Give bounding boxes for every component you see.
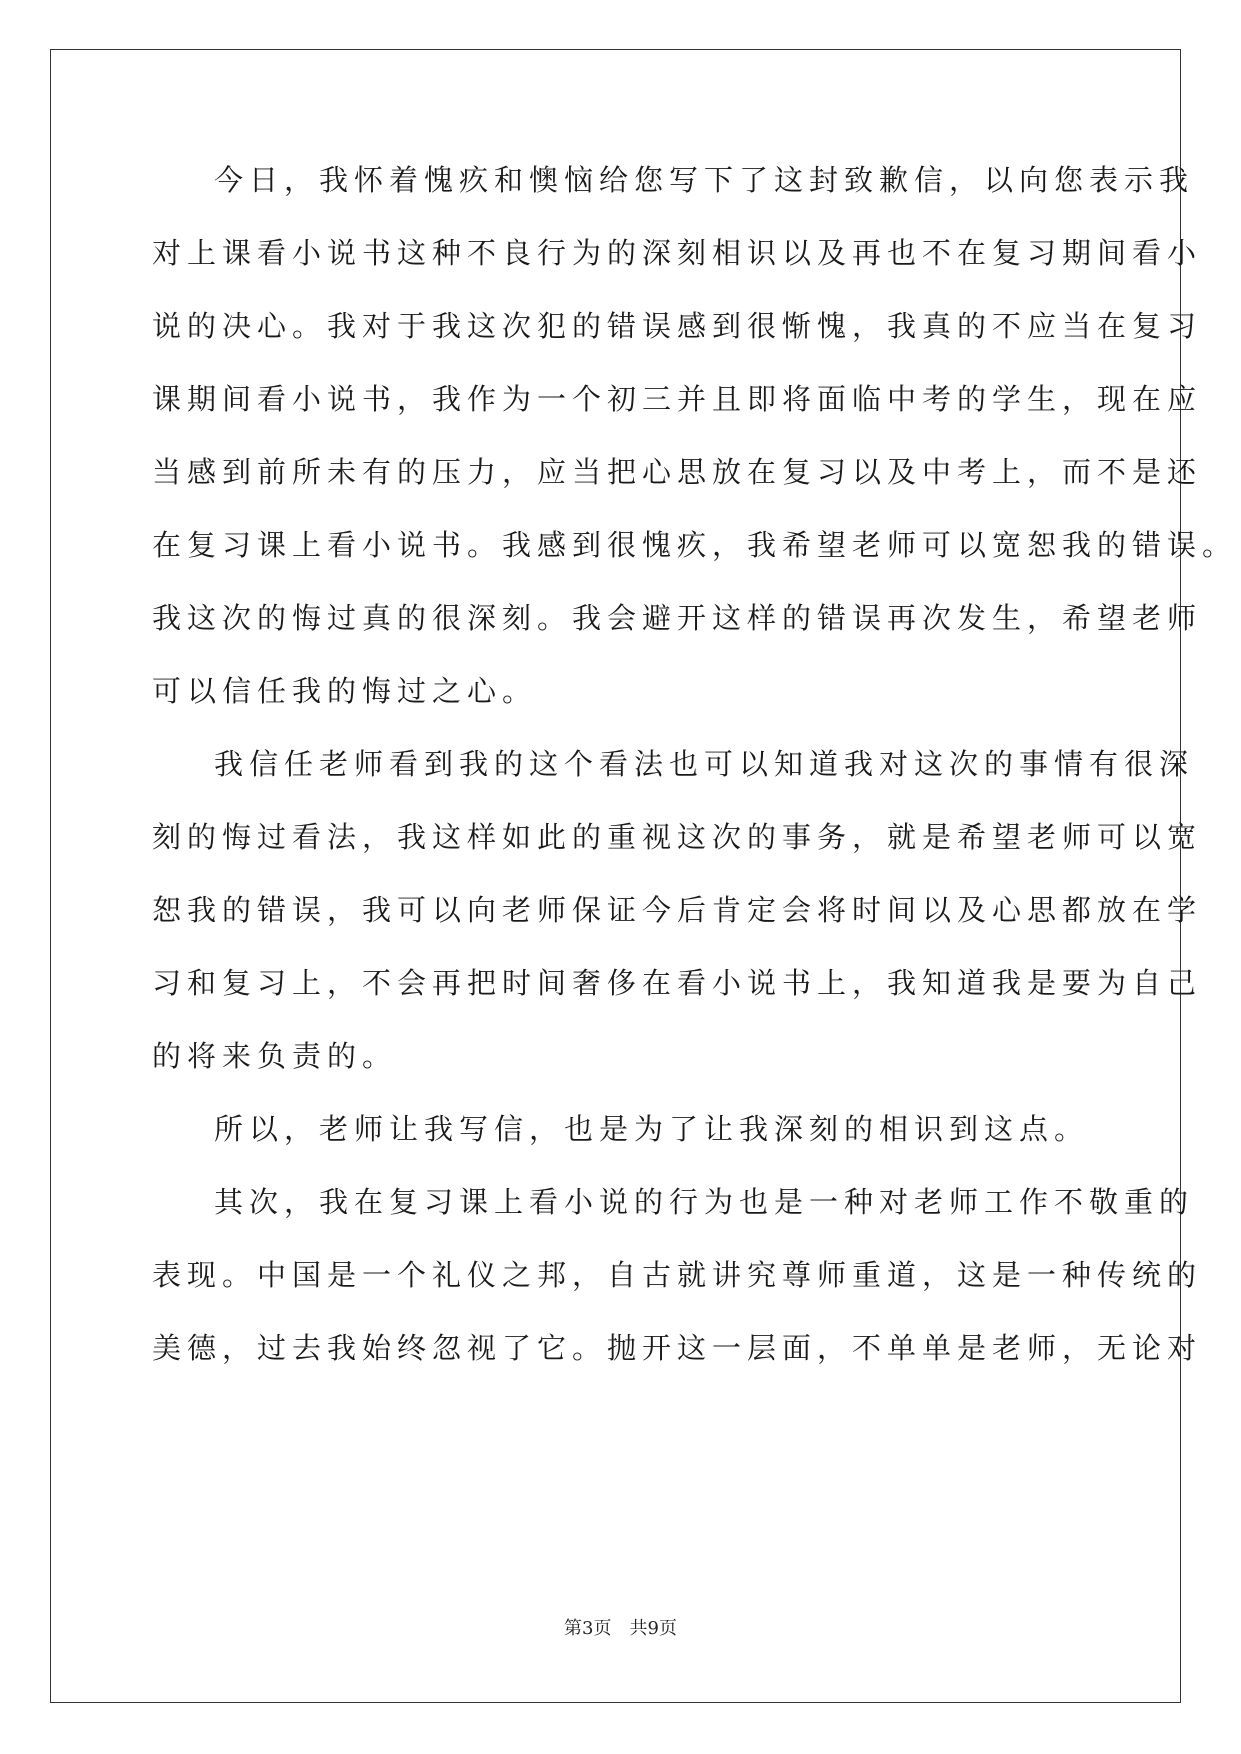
paragraph-2-line-3: 恕我的错误，我可以向老师保证今后肯定会将时间以及心思都放在学 bbox=[152, 893, 1203, 927]
paragraph-1-line-4: 课期间看小说书，我作为一个初三并且即将面临中考的学生，现在应 bbox=[152, 382, 1203, 416]
paragraph-4-line-1: 其次，我在复习课上看小说的行为也是一种对老师工作不敬重的 bbox=[214, 1185, 1195, 1219]
page-footer bbox=[0, 1617, 1241, 1641]
paragraph-1-line-5: 当感到前所未有的压力，应当把心思放在复习以及中考上，而不是还 bbox=[152, 455, 1203, 489]
paragraph-2-line-1: 我信任老师看到我的这个看法也可以知道我对这次的事情有很深 bbox=[214, 747, 1195, 781]
paragraph-1-line-8: 可以信任我的悔过之心。 bbox=[152, 674, 538, 708]
paragraph-2-line-5: 的将来负责的。 bbox=[152, 1039, 398, 1073]
paragraph-2-line-2: 刻的悔过看法，我这样如此的重视这次的事务，就是希望老师可以宽 bbox=[152, 820, 1203, 854]
paragraph-1-line-7: 我这次的悔过真的很深刻。我会避开这样的错误再次发生，希望老师 bbox=[152, 601, 1203, 635]
page-number: 第3页 bbox=[564, 1618, 612, 1639]
paragraph-1-line-6: 在复习课上看小说书。我感到很愧疚，我希望老师可以宽恕我的错误。 bbox=[152, 528, 1238, 562]
page-total: 共9页 bbox=[629, 1618, 677, 1639]
paragraph-1-line-3: 说的决心。我对于我这次犯的错误感到很惭愧，我真的不应当在复习 bbox=[152, 309, 1203, 343]
paragraph-1-line-2: 对上课看小说书这种不良行为的深刻相识以及再也不在复习期间看小 bbox=[152, 236, 1203, 270]
paragraph-4-line-2: 表现。中国是一个礼仪之邦，自古就讲究尊师重道，这是一种传统的 bbox=[152, 1258, 1203, 1292]
paragraph-1-line-1: 今日，我怀着愧疚和懊恼给您写下了这封致歉信，以向您表示我 bbox=[214, 163, 1195, 197]
paragraph-4-line-3: 美德，过去我始终忽视了它。抛开这一层面，不单单是老师，无论对 bbox=[152, 1331, 1203, 1365]
paragraph-3-line-1: 所以，老师让我写信，也是为了让我深刻的相识到这点。 bbox=[214, 1112, 1090, 1146]
paragraph-2-line-4: 习和复习上，不会再把时间奢侈在看小说书上，我知道我是要为自己 bbox=[152, 966, 1203, 1000]
page-border bbox=[50, 49, 1181, 1703]
